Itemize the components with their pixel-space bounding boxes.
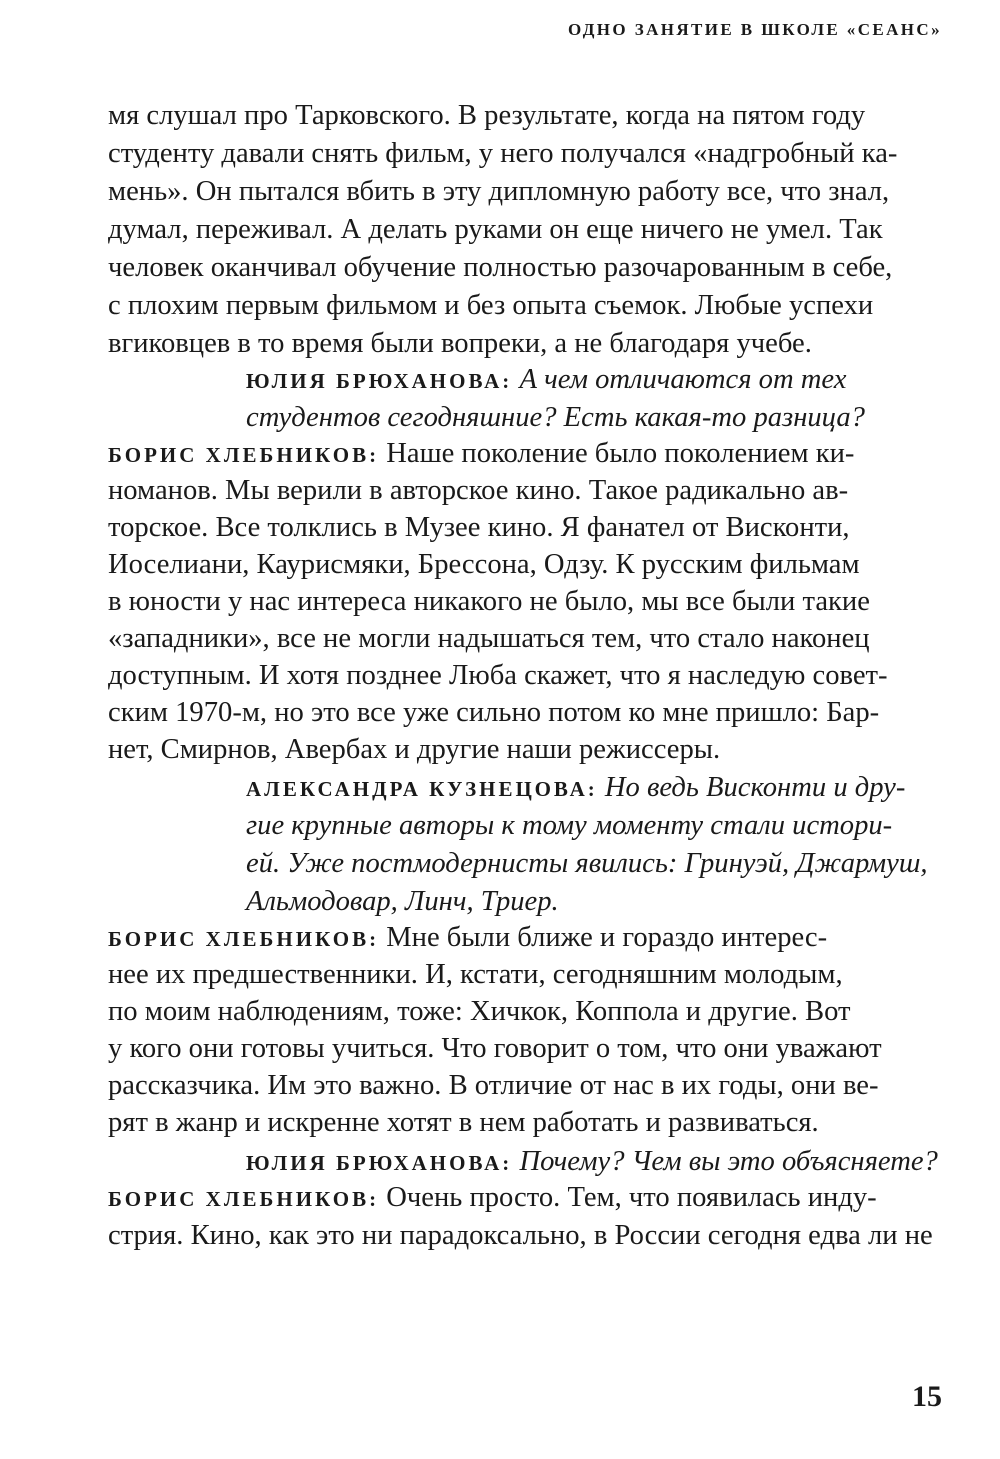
question-line <box>246 1144 938 1181</box>
text-line: мень». Он пытался вбить в эту дипломную работу все, что знал, <box>108 176 890 207</box>
text-line: думал, переживал. А делать руками он еще ничего не умел. Так <box>108 214 883 245</box>
question-line: гие крупные авторы к тому моменту стали истори- <box>246 810 893 841</box>
running-header: ОДНО ЗАНЯТИЕ В ШКОЛЕ «СЕАНС» <box>567 20 942 39</box>
answer-line <box>108 1180 877 1217</box>
text-line: с плохим первым фильмом и без опыта съемок. Любые успехи <box>108 290 874 321</box>
question-text: Но ведь Висконти и дру- <box>604 772 906 803</box>
speaker-name: БОРИС ХЛЕБНИКОВ: <box>108 1187 380 1211</box>
text-line: «западники», все не могли надышаться тем, что стало наконец <box>108 623 870 654</box>
question-line: ей. Уже постмодернисты явились: Гринуэй, Джармуш, <box>246 848 928 879</box>
speaker-name: АЛЕКСАНДРА КУЗНЕЦОВА: <box>246 777 598 801</box>
answer-text: Мне были ближе и гораздо интерес- <box>386 922 828 953</box>
text-line: человек оканчивал обучение полностью разочарованным в себе, <box>108 252 893 283</box>
text-line: Иоселиани, Каурисмяки, Брессона, Одзу. К русским фильмам <box>108 549 860 580</box>
text-line: в юности у нас интереса никакого не было, мы все были такие <box>108 586 870 617</box>
question-line: Альмодовар, Линч, Триер. <box>246 886 559 917</box>
text-line: у кого они готовы учиться. Что говорит о том, что они уважают <box>108 1033 882 1064</box>
question-line <box>246 770 905 807</box>
text-line: мя слушал про Тарковского. В результате, когда на пятом году <box>108 100 866 131</box>
text-line: нее их предшественники. И, кстати, сегодняшним молодым, <box>108 959 843 990</box>
text-line: рят в жанр и искренне хотят в нем работать и развиваться. <box>108 1107 819 1138</box>
text-line: ским 1970-м, но это все уже сильно потом ко мне пришло: Бар- <box>108 697 880 728</box>
text-line: стрия. Кино, как это ни парадоксально, в России сегодня едва ли не <box>108 1220 933 1251</box>
text-line: нет, Смирнов, Авербах и другие наши режиссеры. <box>108 734 721 765</box>
text-line: доступным. И хотя позднее Люба скажет, что я наследую совет- <box>108 660 888 691</box>
answer-line <box>108 436 854 473</box>
question-line: студентов сегодняшние? Есть какая-то разница? <box>246 402 865 433</box>
answer-line <box>108 920 827 957</box>
text-line: рассказчика. Им это важно. В отличие от нас в их годы, они ве- <box>108 1070 879 1101</box>
question-text: А чем отличаются от тех <box>519 364 847 395</box>
question-line <box>246 362 846 399</box>
text-line: по моим наблюдениям, тоже: Хичкок, Коппола и другие. Вот <box>108 996 851 1027</box>
answer-text: Очень просто. Тем, что появилась инду- <box>386 1182 877 1213</box>
text-line: торское. Все толклись в Музее кино. Я фанател от Висконти, <box>108 512 850 543</box>
speaker-name: ЮЛИЯ БРЮХАНОВА: <box>246 1151 513 1175</box>
text-line: вгиковцев в то время были вопреки, а не благодаря учебе. <box>108 328 812 359</box>
text-line: номанов. Мы верили в авторское кино. Такое радикально ав- <box>108 475 849 506</box>
text-line: студенту давали снять фильм, у него получался «надгробный ка- <box>108 138 898 169</box>
answer-text: Наше поколение было поколением ки- <box>386 438 855 469</box>
page-number: 15 <box>912 1380 942 1413</box>
speaker-name: БОРИС ХЛЕБНИКОВ: <box>108 927 380 951</box>
speaker-name: БОРИС ХЛЕБНИКОВ: <box>108 443 380 467</box>
speaker-name: ЮЛИЯ БРЮХАНОВА: <box>246 369 513 393</box>
question-text: Почему? Чем вы это объясняете? <box>519 1146 938 1177</box>
